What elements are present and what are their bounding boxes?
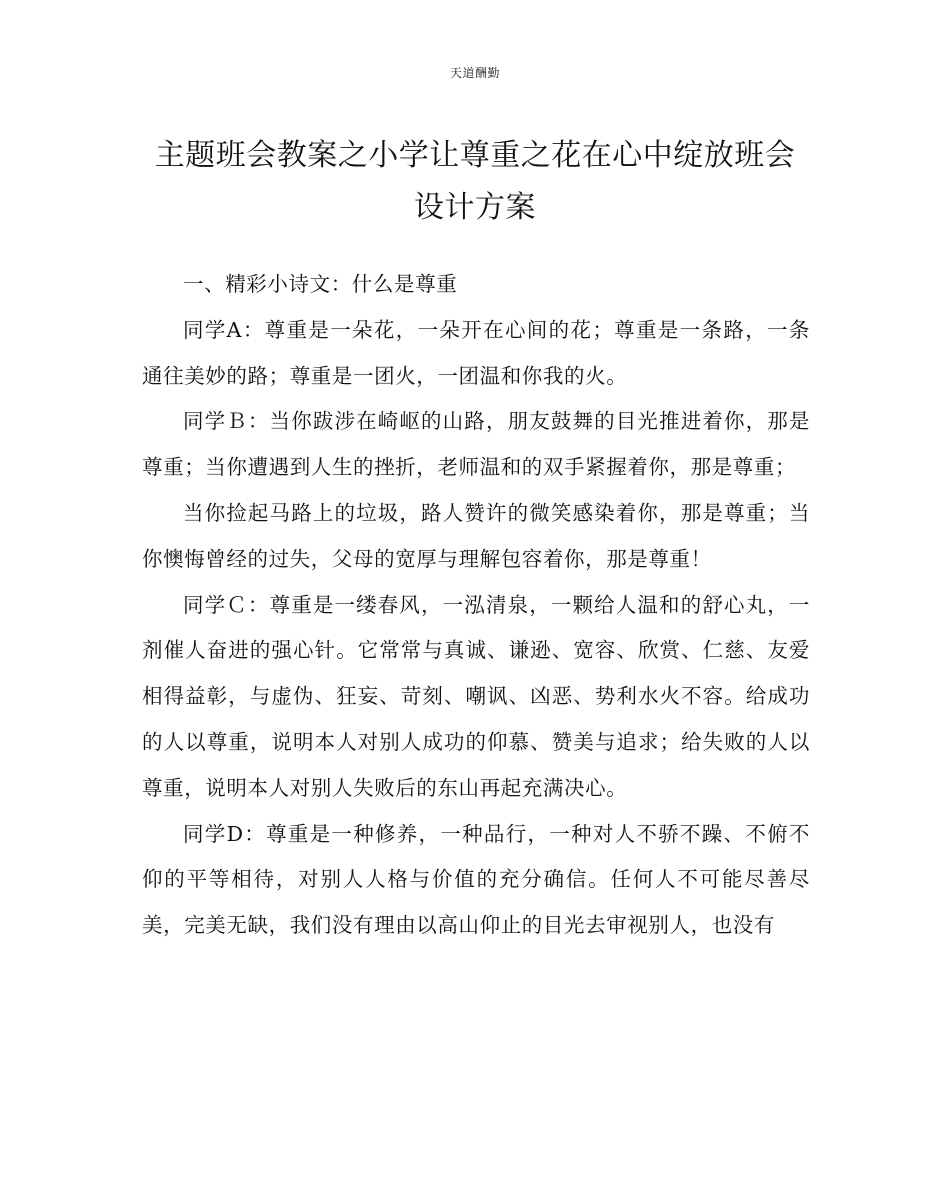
paragraph: 同学D：尊重是一种修养，一种品行，一种对人不骄不躁、不俯不仰的平等相待，对别人人格与价值的充分确信。任何人不可能尽善尽美，完美无缺，我们没有理由以高山仰止的目光去审视别人，也没有 bbox=[142, 821, 810, 938]
document-body bbox=[142, 262, 810, 949]
paragraph: 同学Ｂ：当你跋涉在崎岖的山路，朋友鼓舞的目光推进着你，那是尊重；当你遭遇到人生的挫折，老师温和的双手紧握着你，那是尊重； bbox=[142, 409, 810, 480]
paragraph: 同学A：尊重是一朵花，一朵开在心间的花；尊重是一条路，一条通往美妙的路；尊重是一团火，一团温和你我的火。 bbox=[142, 317, 810, 388]
document-title: 主题班会教案之小学让尊重之花在心中绽放班会设计方案 bbox=[154, 138, 796, 225]
page-header: 天道酬勤 bbox=[449, 66, 500, 80]
section-heading: 一、精彩小诗文：什么是尊重 bbox=[183, 272, 458, 296]
paragraph: 同学Ｃ：尊重是一缕春风，一泓清泉，一颗给人温和的舒心丸，一剂催人奋进的强心针。它常常与真诚、谦逊、宽容、欣赏、仁慈、友爱相得益彰，与虚伪、狂妄、苛刻、嘲讽、凶恶、势利水火不容。给成功的人以尊重，说明本人对别人成功的仰慕、赞美与追求；给失败的人以尊重，说明本人对别人失败后的东山再起充满决心。 bbox=[142, 592, 810, 800]
paragraph: 当你捡起马路上的垃圾，路人赞许的微笑感染着你，那是尊重；当你懊悔曾经的过失，父母的宽厚与理解包容着你，那是尊重！ bbox=[142, 500, 810, 571]
